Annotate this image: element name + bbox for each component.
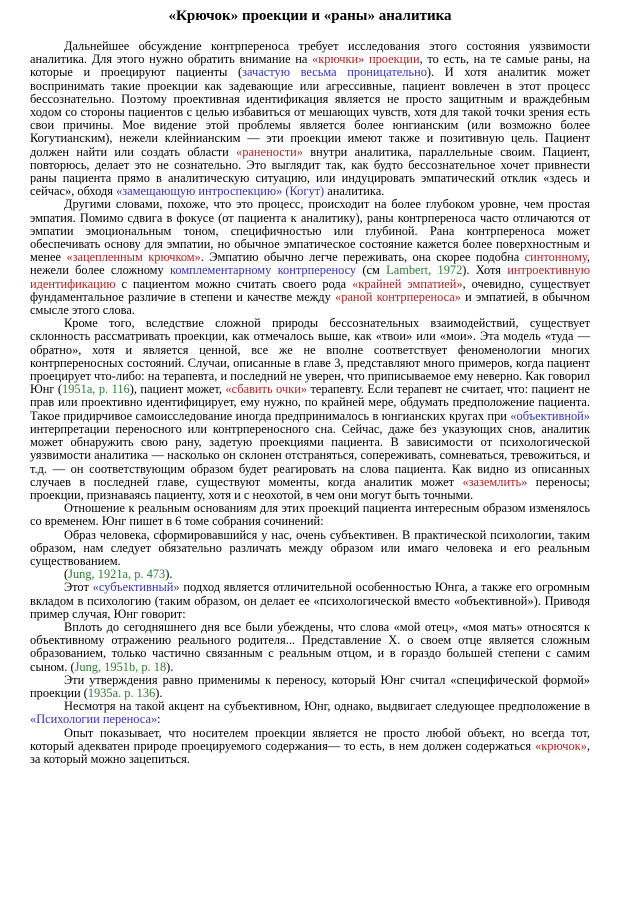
text-run: ). Хотя [462, 263, 508, 278]
text-run: аналитика. [324, 184, 385, 199]
text-run: . Эмпатию обычно легче переживать, она скорее подобна [200, 250, 525, 265]
text-run: внутри аналитика, параллельные своим. Пациент, повторюсь, делает это не сознательно. Это выглядит так, как будто бессознательное хочет привнести раны пациента прямо в аналитическую ситуацию, или индуцировать эмпатический отклик «здесь и сейчас», обходя [30, 144, 590, 199]
text-run: : [157, 712, 161, 727]
text-run: с пациентом можно считать своего рода [115, 276, 353, 291]
text-run: «замещающую интроспекцию» (Когут) [116, 184, 325, 199]
text-run: зачастую весьма проницательно [242, 65, 427, 80]
paragraph [30, 621, 590, 674]
text-run: «зацепленным крючком» [66, 250, 201, 265]
text-run: (см [356, 263, 387, 278]
text-run: , очевидно, существует фундаментальное различие в степени и качестве между [30, 276, 591, 304]
paragraph [30, 40, 590, 198]
text-run: «субъективный» [92, 580, 180, 595]
text-run: «ранености» [236, 144, 303, 159]
text-run: ( [64, 567, 69, 582]
text-run: Отношение к реальным основаниям для этих проекций пациента интересным образом изменялось со временем. Юнг пишет в 6 томе собрания сочинений: [30, 501, 590, 529]
text-run: «раной контрпереноса» [335, 289, 461, 304]
text-run: , то есть, на те самые раны, на которые и проецируют пациенты ( [30, 52, 590, 80]
text-run: «заземлить» [462, 474, 528, 489]
text-run: Этот [64, 580, 93, 595]
page-title: «Крючок» проекции и «раны» аналитика [168, 8, 452, 24]
text-run: интерпретации переносного или контрпереносного сна. Сейчас, даже без указующих снов, аналитик может обнаружить свою рану, задетую проекциями пациента. В зависимости от психологической уязвимости аналитика — насколько он склонен отстраняться, сопереживать, сомневаться, тревожиться, и т.д. — он соответствующим образом будет реагировать на слова пациента. Как видно из описанных случаев в последней главе, существуют моменты, когда аналитик может [30, 421, 590, 489]
text-run: ). [155, 685, 163, 700]
paragraph [30, 529, 590, 569]
text-run: , за который можно зацепиться. [30, 738, 590, 766]
text-run: «сбавить очки» [225, 382, 308, 397]
text-run: и эмпатией, в обычном смысле этого слова. [30, 289, 590, 318]
text-run: «Психологии переноса» [30, 712, 158, 727]
text-run: комплементарному контрпереносу [169, 263, 357, 278]
text-run: Образ человека, сформировавшийся у нас, очень субъективен. В практической психологии, таким образом, нам следует обязательно различать между образом или имаго человека и его реальным существованием. [30, 527, 590, 568]
text-run: «крючок» [535, 738, 587, 753]
text-run: Jung, 1951b, p. 18 [74, 659, 167, 674]
text-run: 1935a. р. 136 [87, 685, 156, 700]
text-run: «крючки» проекции [312, 52, 420, 67]
paragraph [30, 502, 590, 528]
paragraph [30, 581, 590, 621]
page-content [30, 40, 590, 766]
text-run: «крайней эмпатией» [352, 276, 463, 291]
text-run: терапевту. Если терапевт не считает, что: пациент не прав или проективно идентифицирует, ему нужно, по крайней мере, обдумать предположение пациента. Такое придирчивое самоисследование иногда предпринималось в юнгианских кругах при [30, 382, 590, 423]
text-run: подход является отличительной особенностью Юнга, а также его огромным вкладом в психологию (таким образом, он делает ее «психологической вместо «объективной»). Приводя пример случая, Юнг говорит: [30, 580, 590, 621]
text-run: Кроме того, вследствие сложной природы бессознательных взаимодействий, существует склонность рассматривать проекции, как отмечалось выше, как «твои» или «мои». Эта модель «туда — обратно», хотя и является ценной, все же не вполне соответствует феноменологии многих контрпереносных состояний. Случаи, описанные в главе 3, представляют много примеров, когда пациент проецирует что-либо: на терапевта, и последний не уверен, что приписываемое ему неверно. Как говорил Юнг ( [30, 316, 590, 397]
paragraph [30, 674, 590, 700]
text-run: «объективной» [510, 408, 590, 423]
text-run: ). [166, 659, 174, 674]
text-run: , нежели более сложному [30, 250, 590, 278]
paragraph [30, 198, 590, 317]
text-run: интроективную идентификацию [30, 263, 590, 291]
text-run: 1951a, р. 116 [62, 382, 130, 397]
paragraph [30, 317, 590, 502]
text-run: ), пациент может, [129, 382, 226, 397]
paragraph [30, 700, 590, 726]
text-run: Вплоть до сегодняшнего дня все были убеждены, что слова «мой отец», «моя мать» относятся к объективному отражению реального родителя... Представление Х. о своем отце является сложным образованием, только частично связанным с реальным отцом, и в гораздо большей степени с самим сыном. ( [30, 619, 590, 674]
text-run: синтонному [524, 250, 587, 265]
paragraph [30, 727, 590, 767]
text-run: ). И хотя аналитик может воспринимать такие проекции как задевающие или агрессивные, пациент вовлечен в этот процесс бессознательно. Поэтому проективная идентификация является не просто защитным и враждебным ходом со стороны пациентов с целью избавиться от мешающих чувств, хотя для такой точки зрения есть свои причины. Мое видение этой проблемы является более юнгианским (или возможно более Когутианским), нежели клейнианским — эти проекции имеют также и позитивную цель. Пациент должен найти или создать области [30, 65, 591, 159]
text-run: Эти утверждения равно применимы к переносу, который Юнг считал «специфической формой» проекции ( [30, 672, 590, 700]
text-run: Несмотря на такой акцент на субъективном, Юнг, однако, выдвигает следующее предположение в [64, 699, 590, 714]
text-run: ). [165, 567, 173, 582]
text-run: Jung, 1921a, p. 473 [68, 567, 166, 582]
text-run: Дальнейшее обсуждение контрпереноса требует исследования этого состояния уязвимости аналитика. Для этого нужно обратить внимание на [30, 39, 590, 67]
text-run: Опыт показывает, что носителем проекции является не просто любой объект, но всегда тот, который адекватен природе проецируемого содержания— то есть, в нем должен содержаться [30, 725, 590, 753]
text-run: переносы; проекции, признаваясь пациенту, хотя и с неохотой, в чем они могут быть точными. [30, 474, 590, 502]
text-run: Другими словами, похоже, что это процесс, происходит на более глубоком уровне, чем простая эмпатия. Помимо сдвига в фокусе (от пациента к аналитику), раны контрпереноса часто отличаются от эмпатии эмоциональным тоном, специфичностью или глубиной. Рана контрпереноса может обеспечивать основу для эмпатии, но обычное эмпатическое состояние кажется более поверхностным и менее [30, 197, 590, 265]
text-run: Lambert, 1972 [386, 263, 463, 278]
